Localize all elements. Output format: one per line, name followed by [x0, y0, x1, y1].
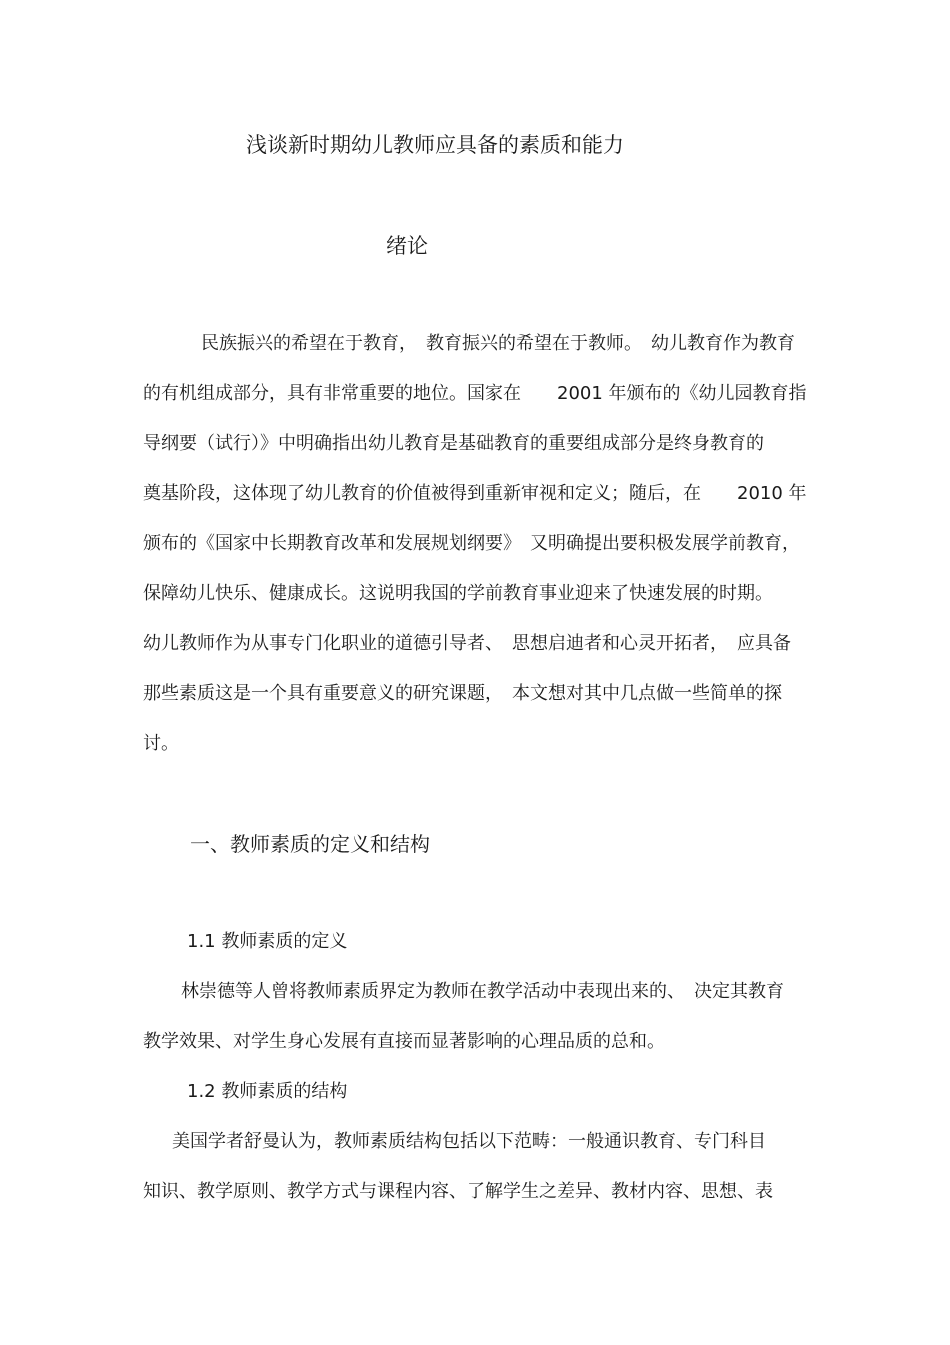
subsection-1-1-line: 教学效果、对学生身心发展有直接而显著影响的心理品质的总和。: [143, 1031, 665, 1052]
intro-heading: 绪论: [386, 234, 428, 258]
intro-paragraph-line: 讨。: [143, 733, 179, 754]
subsection-1-1-heading: 1.1 教师素质的定义: [187, 931, 348, 952]
intro-paragraph-line: 颁布的《国家中长期教育改革和发展规划纲要》 又明确提出要积极发展学前教育，: [143, 533, 800, 554]
intro-paragraph-line: 民族振兴的希望在于教育， 教育振兴的希望在于教师。 幼儿教育作为教育: [201, 333, 795, 354]
subsection-1-2-line: 知识、教学原则、教学方式与课程内容、了解学生之差异、教材内容、思想、表: [143, 1181, 773, 1202]
document-title: 浅谈新时期幼儿教师应具备的素质和能力: [246, 133, 624, 157]
intro-paragraph-line: 幼儿教师作为从事专门化职业的道德引导者、 思想启迪者和心灵开拓者， 应具备: [143, 633, 791, 654]
subsection-1-1-line: 林崇德等人曾将教师素质界定为教师在教学活动中表现出来的、 决定其教育: [181, 981, 784, 1002]
subsection-1-2-heading: 1.2 教师素质的结构: [187, 1081, 348, 1102]
subsection-1-2-line: 美国学者舒曼认为，教师素质结构包括以下范畴：一般通识教育、专门科目: [172, 1131, 766, 1152]
intro-paragraph-line: 保障幼儿快乐、健康成长。这说明我国的学前教育事业迎来了快速发展的时期。: [143, 583, 773, 604]
section-1-heading: 一、教师素质的定义和结构: [190, 832, 430, 856]
intro-paragraph-line: 奠基阶段，这体现了幼儿教育的价值被得到重新审视和定义；随后，在 2010 年: [143, 483, 807, 504]
intro-paragraph-line: 那些素质这是一个具有重要意义的研究课题， 本文想对其中几点做一些简单的探: [143, 683, 782, 704]
intro-paragraph-line: 导纲要（试行）》中明确指出幼儿教育是基础教育的重要组成部分是终身教育的: [143, 433, 764, 454]
intro-paragraph-line: 的有机组成部分，具有非常重要的地位。国家在 2001 年颁布的《幼儿园教育指: [143, 383, 807, 404]
